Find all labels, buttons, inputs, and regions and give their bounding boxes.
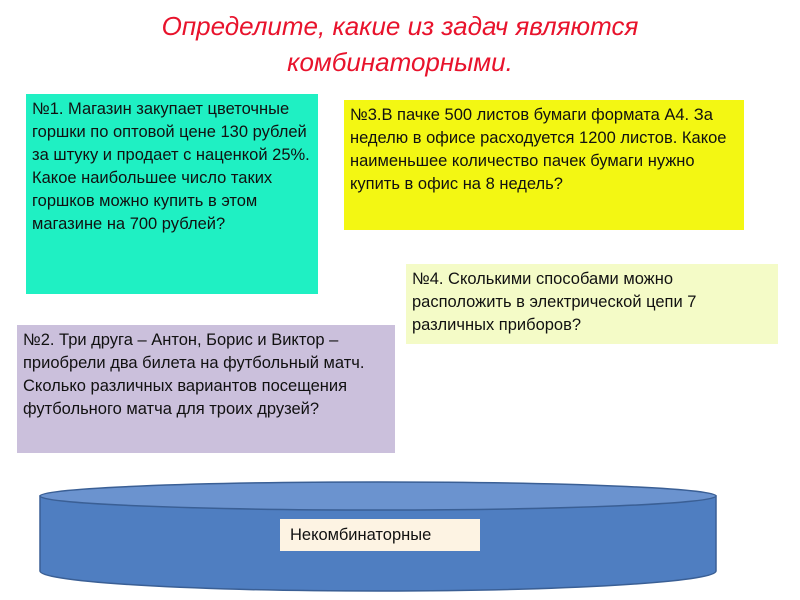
basin-label: Некомбинаторные xyxy=(280,519,480,551)
task-card-4[interactable]: №4. Сколькими способами можно расположить в электрической цепи 7 различных приборов? xyxy=(406,264,778,344)
task-card-2[interactable]: №2. Три друга – Антон, Борис и Виктор – приобрели два билета на футбольный матч. Сколько различных вариантов посещения футбольного матча для троих друзей? xyxy=(17,325,395,453)
slide-title: Определите, какие из задач являются комбинаторными. xyxy=(161,11,639,77)
basin-rim xyxy=(40,482,716,510)
task-card-1[interactable]: №1. Магазин закупает цветочные горшки по оптовой цене 130 рублей за штуку и продает с наценкой 25%. Какое наибольшее число таких горшков можно купить в этом магазине на 700 рублей? xyxy=(26,94,318,294)
task-card-3[interactable]: №3.В пачке 500 листов бумаги формата А4. За неделю в офисе расходуется 1200 листов. Какое наименьшее количество пачек бумаги нужно купить в офис на 8 недель? xyxy=(344,100,744,230)
